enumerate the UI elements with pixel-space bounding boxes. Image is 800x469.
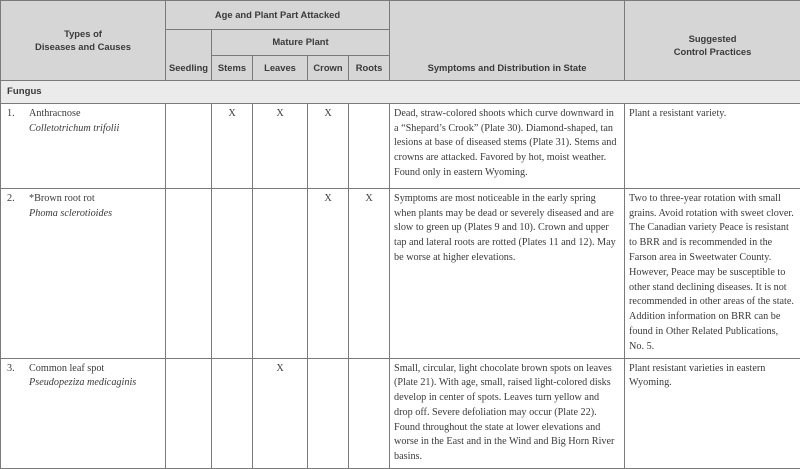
symptoms-cell: Dead, straw-colored shoots which curve downward in a “Shepard’s Crook” (Plate 30). Diamond-shaped, tan lesions at base of diseased stems (Plate 31). Stems and crowns are attacked. Favored by hot, moist weather. Found only in eastern Wyoming. bbox=[390, 103, 625, 188]
stems-mark: X bbox=[212, 103, 253, 188]
disease-name: *Brown root rot bbox=[29, 193, 95, 204]
control-header: Suggested Control Practices bbox=[625, 1, 800, 81]
crown-header: Crown bbox=[308, 56, 349, 81]
roots-mark: X bbox=[349, 188, 390, 358]
leaves-mark: X bbox=[253, 103, 308, 188]
stems-header: Stems bbox=[212, 56, 253, 81]
seedling-header: Seedling bbox=[166, 30, 212, 81]
roots-mark bbox=[349, 358, 390, 468]
disease-cell bbox=[1, 103, 166, 188]
disease-cell bbox=[1, 188, 166, 358]
seedling-mark bbox=[166, 358, 212, 468]
roots-mark bbox=[349, 103, 390, 188]
leaves-mark: X bbox=[253, 358, 308, 468]
leaves-header: Leaves bbox=[253, 56, 308, 81]
scientific-name: Colletotrichum trifolii bbox=[29, 122, 159, 137]
control-cell: Two to three-year rotation with small grains. Avoid rotation with sweet clover. The Canadian variety Peace is resistant to BRR and is recommended in the Farson area in Sweetwater County. However, Peace may be susceptible to other stand declining diseases. It is not recommended in other areas of the state. Addition information on BRR can be found in Other Related Publications, No. 5. bbox=[625, 188, 800, 358]
roots-header: Roots bbox=[349, 56, 390, 81]
types-header: Types of Diseases and Causes bbox=[1, 1, 166, 81]
section-fungus: Fungus bbox=[1, 81, 800, 104]
crown-mark: X bbox=[308, 188, 349, 358]
table-row bbox=[1, 358, 800, 468]
age-part-header: Age and Plant Part Attacked bbox=[166, 1, 390, 30]
leaves-mark bbox=[253, 188, 308, 358]
table-row bbox=[1, 103, 800, 188]
crown-mark bbox=[308, 358, 349, 468]
row-number: 3. bbox=[1, 362, 29, 392]
seedling-mark bbox=[166, 188, 212, 358]
symptoms-cell: Small, circular, light chocolate brown spots on leaves (Plate 21). With age, small, raised light-colored disks develop in center of spots. Leaves turn yellow and drop off. Severe defoliation may occur (Plate 22). Found throughout the state at lower elevations and worse in the East and in the Wind and Big Horn River basins. bbox=[390, 358, 625, 468]
seedling-mark bbox=[166, 103, 212, 188]
mature-plant-header: Mature Plant bbox=[212, 30, 390, 56]
scientific-name: Pseudopeziza medicaginis bbox=[29, 376, 159, 391]
disease-name: Common leaf spot bbox=[29, 363, 104, 374]
stems-mark bbox=[212, 188, 253, 358]
crown-mark: X bbox=[308, 103, 349, 188]
scientific-name: Phoma sclerotioides bbox=[29, 207, 159, 222]
symptoms-cell: Symptoms are most noticeable in the early spring when plants may be dead or severely diseased and are slow to green up (Plates 9 and 10). Crown and upper tap and lateral roots are rotted (Plates 11 and 12). May be worse at higher elevations. bbox=[390, 188, 625, 358]
control-cell: Plant resistant varieties in eastern Wyoming. bbox=[625, 358, 800, 468]
disease-cell bbox=[1, 358, 166, 468]
stems-mark bbox=[212, 358, 253, 468]
disease-name: Anthracnose bbox=[29, 108, 81, 119]
row-number: 2. bbox=[1, 192, 29, 222]
table-row bbox=[1, 188, 800, 358]
symptoms-header: Symptoms and Distribution in State bbox=[390, 1, 625, 81]
row-number: 1. bbox=[1, 107, 29, 137]
control-cell: Plant a resistant variety. bbox=[625, 103, 800, 188]
